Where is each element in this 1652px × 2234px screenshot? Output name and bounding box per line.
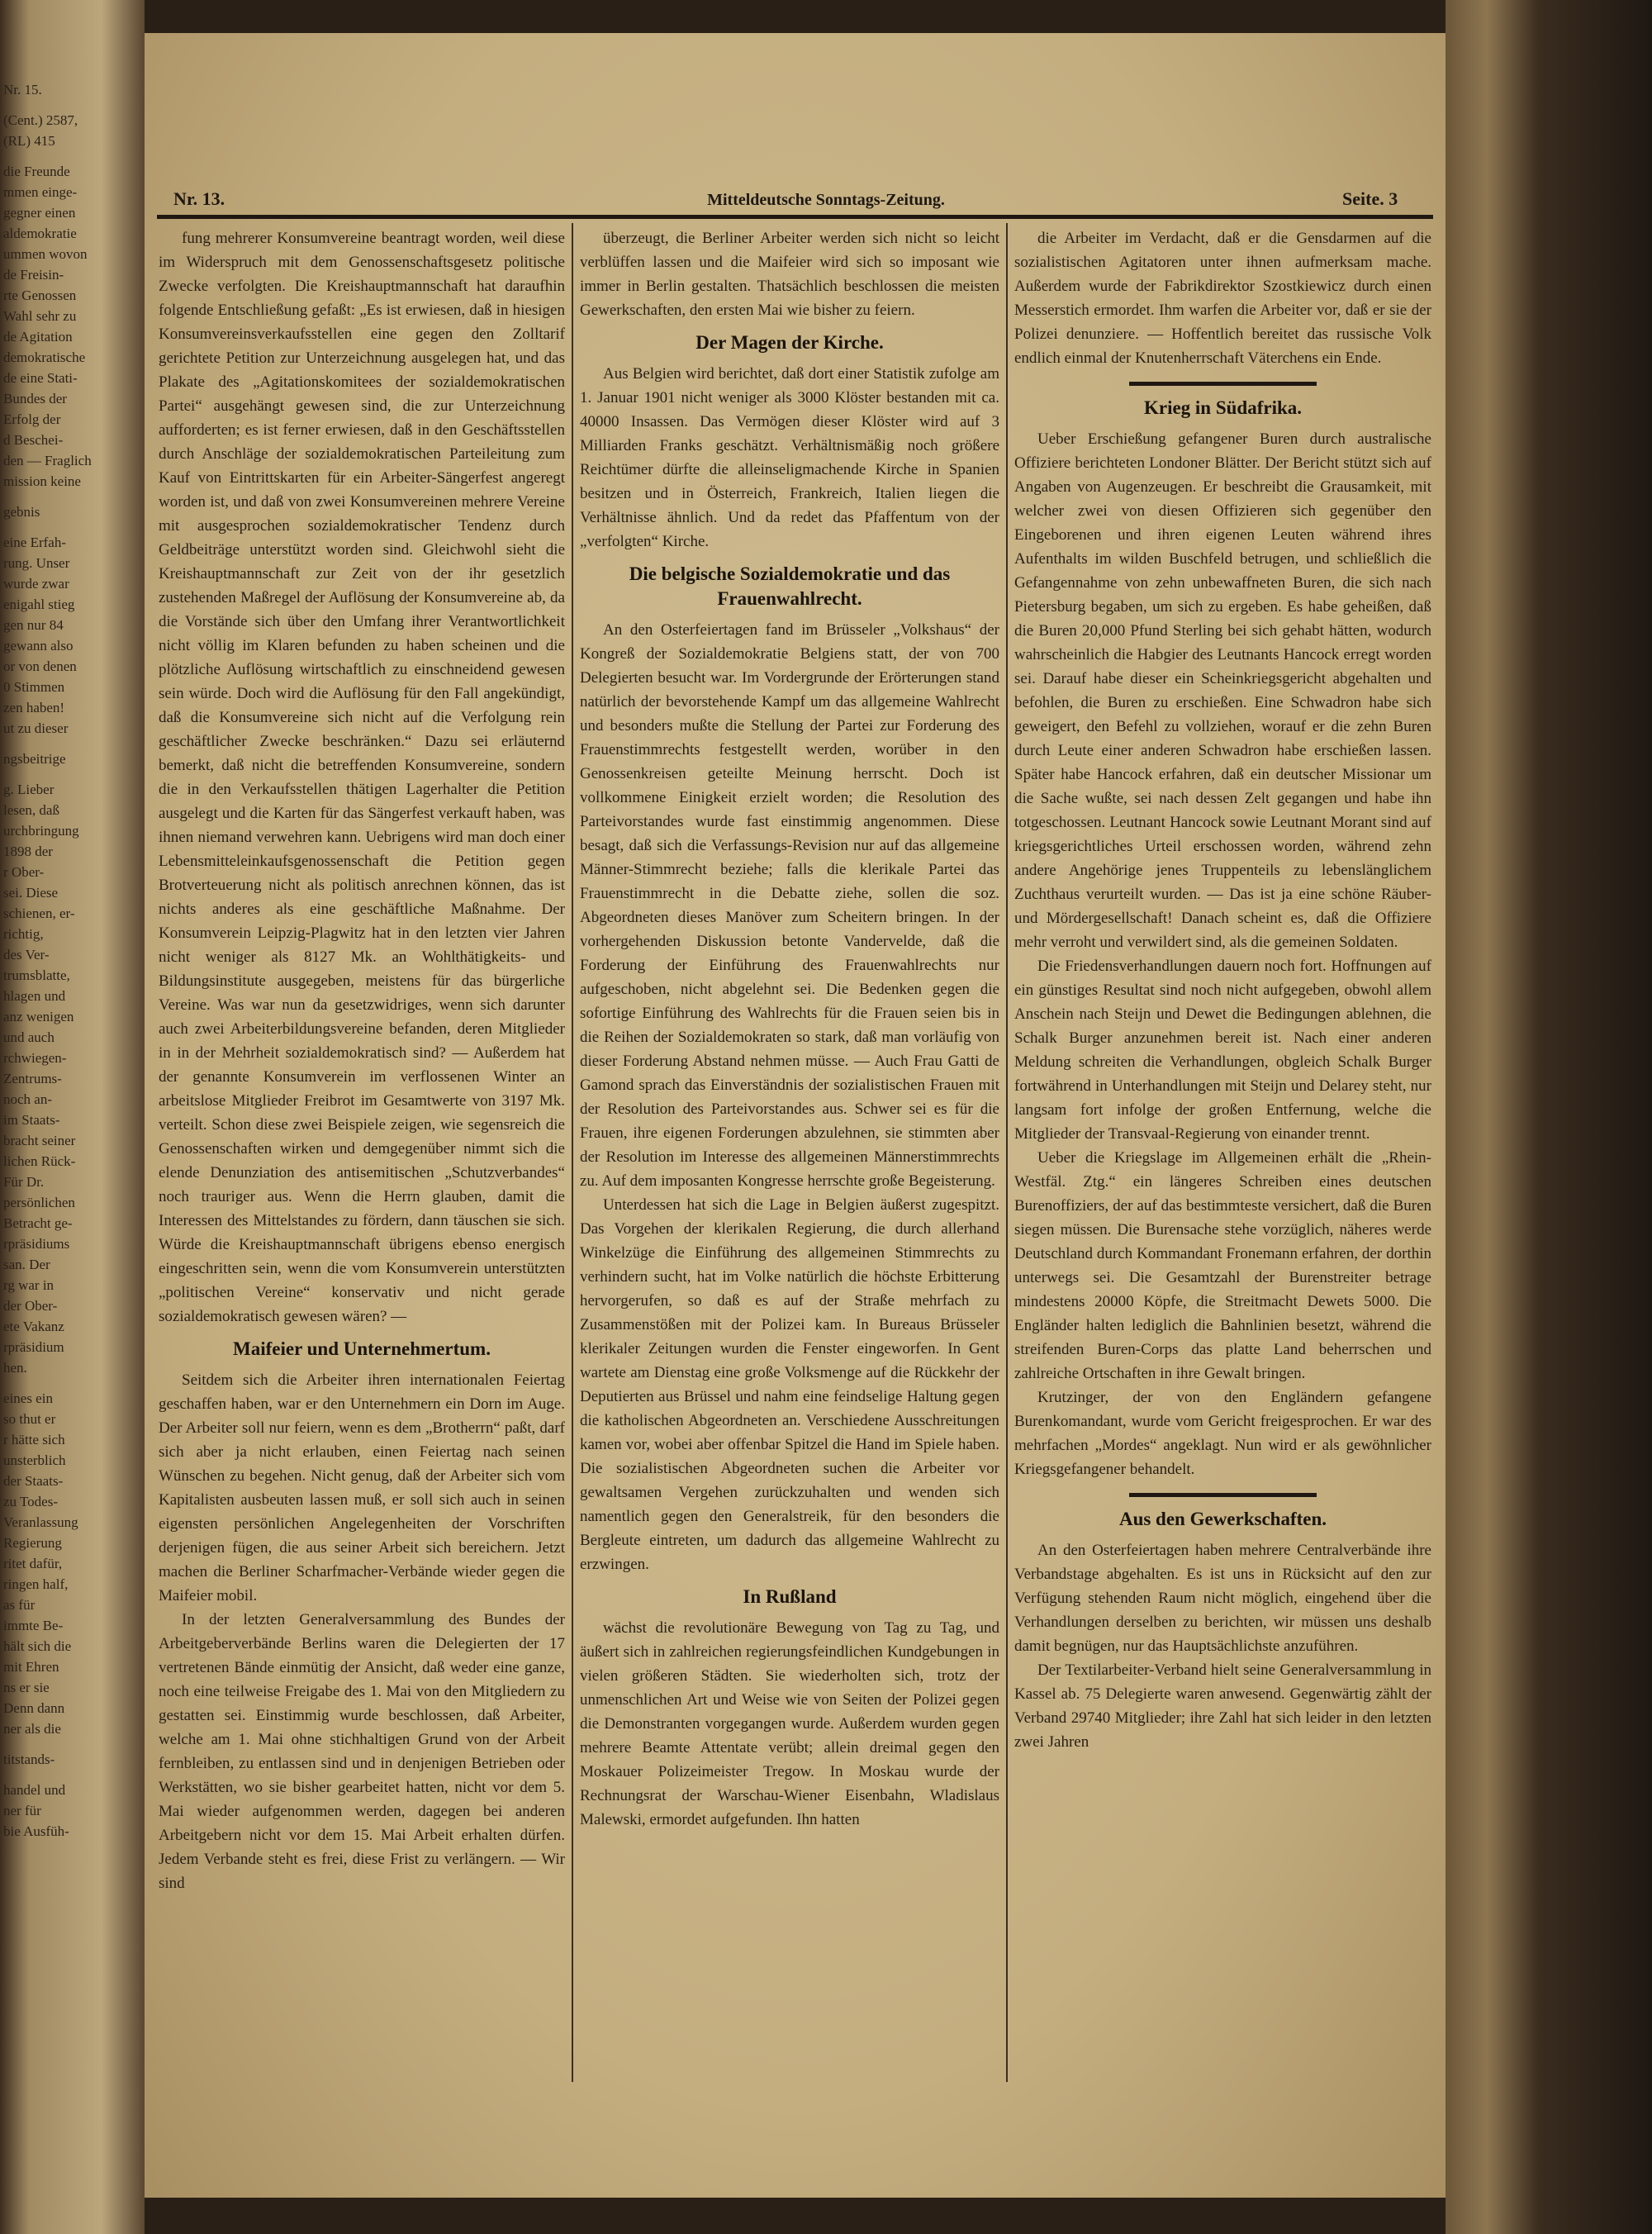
article-heading: Maifeier und Unternehmertum. [233, 1338, 491, 1359]
previous-page-fragment: ngsbeitrige [3, 751, 66, 767]
article-paragraph: Ueber Erschießung gefangener Buren durch australische Offiziere berichteten Londoner Blätter. Der Bericht stützt sich auf Angaben von Augenzeugen. Er beschreibt die Grausamkeit, mit welcher zwei von diesen Offizieren sich gegenüber den Eingeborenen und ihren eigenen Leuten während ihres Aufenthalts im wilden Buschfeld betrugen, und schließlich die Gefangennahme von zehn unbewaffneten Buren, die sich nach Pietersburg begaben, um sich zu ergeben. Es habe geheißen, daß die Buren 20,000 Pfund Sterling bei sich gehabt hätten, wodurch wahrscheinlich die Habgier des Leutnants Hancock erregt worden sei. Darauf habe dieser ein Scheinkriegsgericht abgehalten und befohlen, die Buren zu erschießen. Eine Schwadron habe sich geweigert, den Befehl zu vollziehen, worauf er die zehn Buren durch Leute einer anderen Schwadron habe erschießen lassen. Später habe Hancock erfahren, daß ein deutscher Missionar um die Sache wußte, sei nach dessen Zelt gegangen und habe ihn totgeschossen. Leutnant Hancock sowie Leutnant Morant sind auf kriegsgerichtliches Urteil erschossen worden, während zehn andere Angehörige jenes Truppenteils zu lebenslänglichem Zuchthaus verurteilt wurden. — Das ist ja eine schöne Räuber- und Mördergesellschaft! Danach scheint es, daß die Offiziere mehr verroht und verwildert sind, als die gemeinen Soldaten. [1014, 430, 1431, 951]
article-paragraph: Krutzinger, der von den Engländern gefangene Burenkomandant, wurde vom Gericht freigesprochen. Er war des mehrfachen „Mordes“ angeklagt. Nun wird er als gewöhnlicher Kriegsgefangener behandelt. [1014, 1389, 1431, 1478]
column-rule [572, 223, 573, 2082]
section-separator [1129, 382, 1317, 386]
previous-page-fragment: die Freunde mmen einge- gegner einen aldemokratie ummen wovon de Freisin- rte Genossen Wahl sehr zu de Agitation demokratische de eine Stati- Bundes der Erfolg der d Beschei- den — Fraglich mission keine [3, 164, 92, 489]
previous-page-fragment: (Cent.) 2587, (RL) 415 [3, 112, 78, 149]
article-heading: Die belgische Sozialdemokratie und das Frauenwahlrecht. [629, 563, 951, 609]
article-heading: Der Magen der Kirche. [695, 332, 884, 353]
article-heading: Aus den Gewerkschaften. [1118, 1509, 1327, 1529]
previous-page-fragment: eine Erfah- rung. Unser wurde zwar enigahl stieg gen nur 84 gewann also or von denen 0 Stimmen zen haben! ut zu dieser [3, 535, 77, 736]
column-rule [1006, 223, 1008, 2082]
column-1 [159, 226, 565, 1895]
previous-page-fragment: g. Lieber lesen, daß urchbringung 1898 der r Ober- sei. Diese schienen, er- richtig, des Ver- trumsblatte, hlagen und anz wenigen und auch rchwiegen- Zentrums- noch an- im Staats- bracht seiner lichen Rück- Für Dr. persönlichen Betracht ge- rpräsidiums san. Der rg war in der Ober- ete Vakanz rpräsidium hen. [3, 782, 79, 1376]
previous-page-fragment: handel und ner für bie Ausfüh- [3, 1782, 69, 1839]
previous-page-edge [0, 0, 145, 2234]
article-paragraph: Die Friedensverhandlungen dauern noch fort. Hoffnungen auf ein günstiges Resultat sind noch nicht aufgegeben, obwohl allem Anschein nach Steijn und Dewet die Bedingungen ablehnen, die Schalk Burger anzunehmen bereit ist. Nach einer anderen Meldung schreiten die Verhandlungen, obgleich Schalk Burger fortwährend in Unterhandlungen mit Steijn und Delarey steht, nur langsam fort infolge der großen Entfernung, welche die Mitglieder der Transvaal-Regierung von einander trennt. [1014, 958, 1431, 1143]
article-heading: In Rußland [743, 1586, 837, 1607]
previous-page-fragment: gebnis [3, 504, 40, 520]
column-3 [1014, 226, 1431, 1754]
section-separator [1129, 1493, 1317, 1497]
issue-number: Nr. 13. [173, 188, 225, 209]
previous-page-fragment: Nr. 15. [3, 82, 42, 97]
article-paragraph: Der Textilarbeiter-Verband hielt seine Generalversammlung in Kassel ab. 75 Delegierte waren anwesend. Gegenwärtig zählt der Verband 29740 Mitglieder; ihre Zahl hat sich leider in den letzten zwei Jahren [1014, 1661, 1431, 1751]
header-rule [157, 215, 1433, 219]
page-number: Seite. 3 [1342, 188, 1398, 209]
previous-page-fragment: titstands- [3, 1752, 55, 1767]
article-paragraph: In der letzten Generalversammlung des Bundes der Arbeitgeberverbände Berlins waren die Delegierten der 17 vertretenen Bände einmütig der Ansicht, daß weder eine ganze, noch eine teilweise Freigabe des 1. Mai von den Mitgliedern zu gestatten sei. Einstimmig wurde beschlossen, daß Arbeiter, welche am 1. Mai ohne stichhaltigen Grund von der Arbeit fernbleiben, zu entlassen sind und in denjenigen Betrieben oder Werkstätten, wo sie bisher gearbeitet hatten, nicht vor dem 5. Mai wieder aufgenommen werden, dagegen bei anderen Arbeitgebern nicht vor dem 15. Mai Arbeit erhalten dürfen. Jedem Verbande steht es frei, diese Frist zu verlängern. — Wir sind [159, 1611, 565, 1892]
article-paragraph: Aus Belgien wird berichtet, daß dort einer Statistik zufolge am 1. Januar 1901 nicht weniger als 3000 Klöster bestanden mit ca. 40000 Insassen. Das Vermögen dieser Klöster wird auf 3 Milliarden Franks geschätzt. Verhältnismäßig noch größere Reichtümer dürfte die alleinseligmachende Kirche in Spanien besitzen und in Österreich, Frankreich, Italien liegen die Verhältnisse ähnlich. Und da redet das Pfaffentum von der „verfolgten“ Kirche. [580, 365, 999, 550]
article-paragraph: An den Osterfeiertagen haben mehrere Centralverbände ihre Verbandstage abgehalten. Es ist uns in Rücksicht auf den zur Verfügung stehenden Raum nicht möglich, eingehend über die Verhandlungen derselben zu berichten, wir müssen uns deshalb damit begnügen, nur das Hauptsächlichste anzuführen. [1014, 1542, 1431, 1655]
article-paragraph: Seitdem sich die Arbeiter ihren internationalen Feiertag geschaffen haben, war er den Unternehmern ein Dorn im Auge. Der Arbeiter soll nur feiern, wenn es dem „Brotherrn“ paßt, darf sich aber ja nicht erlauben, einen Feiertag nach seinen Wünschen zu begehen. Nicht genug, daß der Arbeiter sich vom Kapitalisten ausbeuten lassen muß, er soll sich auch in seinen eigensten persönlichen Angelegenheiten der Vorschriften derjenigen fügen, die aus seiner Arbeit sich bereichern. Jetzt machen die Berliner Scharfmacher-Verbände wieder gegen die Maifeier mobil. [159, 1371, 565, 1604]
column-2 [580, 226, 999, 1832]
article-paragraph: An den Osterfeiertagen fand im Brüsseler „Volkshaus“ der Kongreß der Sozialdemokratie Belgiens statt, der von 700 Delegierten besucht war. Im Vordergrunde der Erörterungen stand natürlich der bevorstehende Kampf um das allgemeine Wahlrecht und besonders mußte die Stellung der Partei zur Forderung des Frauenstimmrechts festgestellt werden, worüber in den Genossenkreisen geteilte Meinung herrscht. Doch ist vollkommene Einigkeit erzielt worden; die Resolution des Parteivorstandes wurde fast einstimmig angenommen. Diese besagt, daß sich die Verfassungs-Revision nur auf das allgemeine Männer-Stimmrecht beziehe; falls die klerikale Partei das Frauenstimmrecht in die Debatte ziehe, sollen die soz. Abgeordneten dieses Manöver zum Scheitern bringen. In der vorhergehenden Diskussion betonte Vandervelde, daß die Forderung der Einführung des Frauenwahlrechts nur aufgeschoben, nicht abgelehnt sei. Die Bedenken gegen die sofortige Einführung des Wahlrechts für die Frauen seien bis in die Reihen der Sozialdemokraten so stark, daß man vorläufig von dieser Forderung Abstand nehmen müsse. — Auch Frau Gatti de Gamond sprach das Einverständnis der sozialistischen Frauen mit der Resolution des Parteivorstandes aus. Schwer sei es für die Frauen, ihre eigenen Forderungen abzulehnen, sie stimmten aber der Resolution im Interesse des allgemeinen Männerstimmrechts zu. Auf dem imposanten Kongresse herrschte große Begeisterung. [580, 621, 999, 1190]
newspaper-title: Mitteldeutsche Sonntags-Zeitung. [707, 191, 945, 209]
book-edge [1446, 0, 1652, 2234]
article-paragraph: wächst die revolutionäre Bewegung von Tag zu Tag, und äußert sich in zahlreichen regierungsfeindlichen Kundgebungen in vielen größeren Städten. Sie wiederholten sich, trotz der unmenschlichen Art und Weise wie von Seiten der Polizei gegen die Demonstranten vorgegangen wurde. Außerdem wurden gegen mehrere Beamte Attentate verübt; allein dreimal gegen den Moskauer Polizeimeister Tregow. In Moskau wurde der Rechnungsrat der Warschau-Wiener Eisenbahn, Wladislaus Malewski, ermordet aufgefunden. Ihn hatten [580, 1619, 999, 1828]
article-paragraph: Ueber die Kriegslage im Allgemeinen erhält die „Rhein-Westfäl. Ztg.“ ein längeres Schreiben eines deutschen Burenoffiziers, der auf das bestimmteste versichert, daß die Buren siegen müssen. Die Burensache stehe vorzüglich, näheres werde Deutschland durch Kommandant Fronemann erfahren, der dorthin unterwegs sei. Die Gesamtzahl der Burenstreiter betrage mindestens 20000 Köpfe, die Streitmacht Dewets 5000. Die Engländer halten lediglich die Bahnlinien besetzt, während die streifenden Buren-Corps das platte Land beherrschen und zahlreiche Ortschaften in ihre Gewalt bringen. [1014, 1149, 1431, 1382]
article-paragraph: fung mehrerer Konsumvereine beantragt worden, weil diese im Widerspruch mit dem Genossenschaftsgesetz politische Zwecke verfolgten. Die Kreishauptmannschaft hat daraufhin folgende Entschließung gefaßt: „Es ist erwiesen, daß in hiesigen Konsumvereinsverkaufsstellen eine gegen den Zolltarif gerichtete Petition zur Unterzeichnung ausgelegen hat, und das Plakate des „Agitationskomitees der sozialdemokratischen Partei“ ausgehängt gewesen sind, die zur Unterzeichnung aufforderten; es ist ferner erwiesen, daß in den Geschäftsstellen durch Anschläge der sozialdemokratischen Parteileitung zum Kauf von Eintrittskarten für ein Arbeiter-Sängerfest angeregt worden ist, und daß von zwei Konsumvereinen mehrere Vereine mit ausgesprochen sozialdemokratischer Tendenz durch Geldbeiträge unterstützt worden sind. Gleichwohl sieht die Kreishauptmannschaft zur Zeit von der ihr gesetzlich zustehenden Maßregel der Auflösung der Konsumvereine ab, da die Vorstände sich über den Umfang ihrer Verantwortlichkeit nicht völlig im Klaren befunden zu haben scheinen und die plötzliche Auflösung wirtschaftlich zu einschneidend gewesen sein würde. Doch wird die Auflösung für den Fall angekündigt, daß die Konsumvereine sich nicht auf die Verfolgung rein geschäftlicher Zwecke beschränken.“ Dazu sei erläuternd bemerkt, daß nicht die betreffenden Konsumvereine, sondern die in den Verkaufsstellen thätigen Lagerhalter die Petition ausgelegt und die Karten für das Sängerfest verkauft haben, was ihnen niemand verwehren kann. Uebrigens wird man doch einer Lebensmitteleinkaufsgenossenschaft die Petition gegen Brotverteuerung nicht als politisch anrechnen können, das ist nichts anderes als eine geschäftliche Maßnahme. Der Konsumverein Leipzig-Plagwitz hat in den letzten vier Jahren nicht weniger als 8127 Mk. an Wohlthätigkeits- und Bildungsinstitute ausgegeben, meistens für das bürgerliche Vereine. Was war nun da gesetzwidriges, wenn sich darunter auch zwei Arbeiterbildungsvereine befanden, deren Mitglieder in in der Mehrheit sozialdemokratisch sind? — Außerdem hat der genannte Konsumverein im verflossenen Winter an arbeitslose Mitglieder Freibrot im Gesamtwerte von 3197 Mk. verteilt. Schon diese zwei Beispiele zeigen, wie segensreich die Genossenschaften wirken und demgegenüber nimmt sich die elende Denunziation des antisemitischen „Schutzverbandes“ noch trauriger aus. Wenn die Herrn glauben, damit die Interessen des Mittelstandes zu fördern, dann täuschen sie sich. Würde die Kreishauptmannschaft übrigens ebenso energisch eingeschritten sein, wenn die vom Konsumverein unterstützten „politischen Vereine“ konservativ und nicht gerade sozialdemokratisch gewesen wären? — [159, 230, 565, 1325]
article-paragraph: Unterdessen hat sich die Lage in Belgien äußerst zugespitzt. Das Vorgehen der klerikalen Regierung, die durch allerhand Winkelzüge die Einführung des allgemeinen Stimmrechts zu verhindern sucht, hat im Volke natürlich die höchste Erbitterung hervorgerufen, so daß es auf der Straße mehrfach zu Zusammenstößen mit der Polizei kam. In Bureaus Brüsseler klerikaler Zeitungen wurden die Fenster eingeworfen. In Gent wartete am Dienstag eine große Volksmenge auf die Rückkehr der Deputierten aus Brüssel und nahm eine feindselige Haltung gegen die katholischen Abgeordneten an. Verschiedene Ausschreitungen kamen vor, wobei aber offenbar Spitzel die Hand im Spiele haben. Die sozialistischen Abgeordneten suchen die Arbeiter vor gewaltsamen Vergehen zurückzuhalten und wenden sich namentlich gegen den Generalstreik, für den besonders die Bergleute eintreten, um dadurch das allgemeine Wahlrecht zu erzwingen. [580, 1196, 999, 1573]
article-paragraph: überzeugt, die Berliner Arbeiter werden sich nicht so leicht verblüffen lassen und die Maifeier wird sich so imposant wie immer in Berlin gestalten. Thatsächlich beschlossen die meisten Gewerkschaften, den ersten Mai wie bisher zu feiern. [580, 230, 999, 319]
previous-page-fragment: eines ein so thut er r hätte sich unsterblich der Staats- zu Todes- Veranlassung Regierung ritet dafür, ringen half, as für immte Be- hält sich die mit Ehren ns er sie Denn dann ner als die [3, 1390, 78, 1737]
article-paragraph: die Arbeiter im Verdacht, daß er die Gensdarmen auf die sozialistischen Agitatoren unter ihnen aufmerksam mache. Außerdem wurde der Fabrikdirektor Szostkiewicz durch einen Messerstich ermordet. Ihm warfen die Arbeiter vor, daß er sie der Polizei denunziere. — Hoffentlich bereitet das russische Volk endlich einmal der Knutenherrschaft Väterchens ein Ende. [1014, 230, 1431, 367]
article-heading: Krieg in Südafrika. [1143, 397, 1303, 418]
